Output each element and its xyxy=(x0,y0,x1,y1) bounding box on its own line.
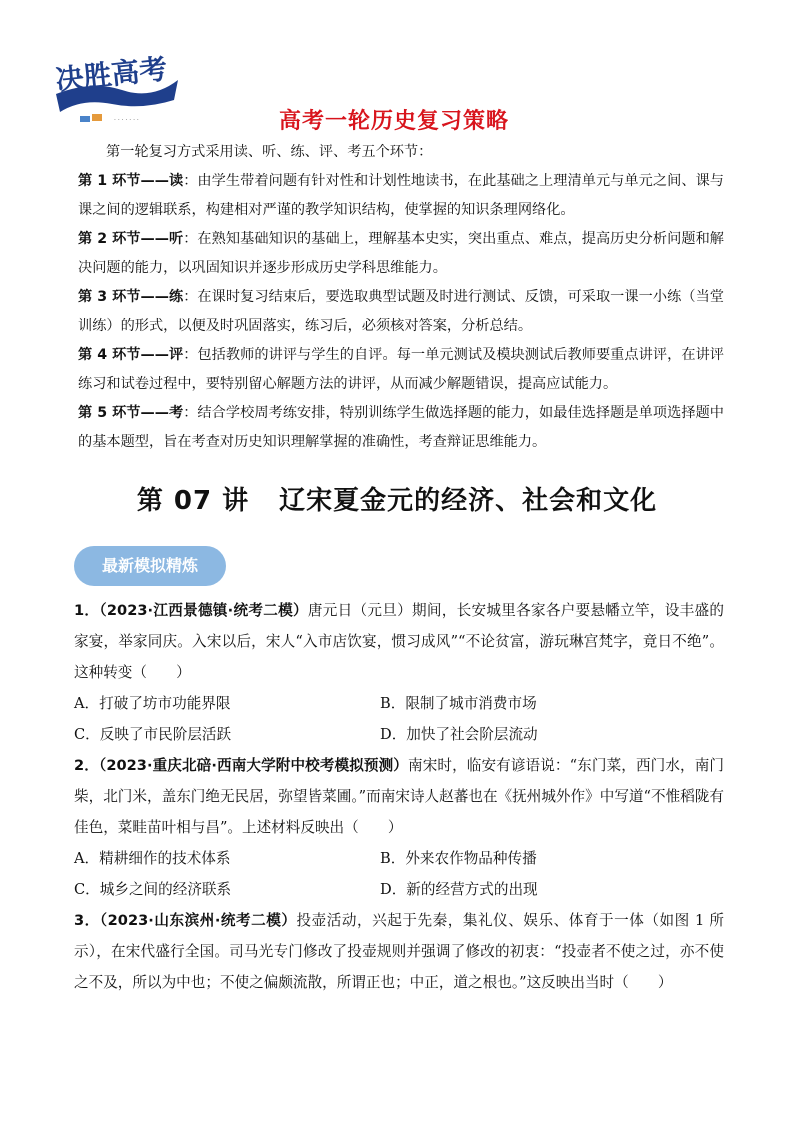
step-label: 第 2 环节——听 xyxy=(78,231,184,247)
answer-option[interactable]: A．精耕细作的技术体系 xyxy=(74,850,231,867)
lecture-name: 辽宋夏金元的经济、社会和文化 xyxy=(279,486,658,516)
question-stem: 南宋时，临安有谚语说：“东门菜，西门水，南门柴，北门米，盖东门绝无民居，弥望皆菜圃。”而南宋诗人赵蕃也在《抚州城外作》中写道“不惟稻陇有佳色，菜畦苗叶相与昌”。上述材料反映出（ ） xyxy=(74,757,725,836)
question-source: （2023·江西景德镇·统考二模） xyxy=(99,602,308,619)
question-source: （2023·山东滨州·统考二模） xyxy=(99,912,297,929)
step-label: 第 5 环节——考 xyxy=(78,405,184,421)
strategy-step xyxy=(78,283,724,341)
question-number: 2． xyxy=(74,757,99,774)
step-text: ：结合学校周考练安排，特别训练学生做选择题的能力，如最佳选择题是单项选择题中的基本题型，旨在考查对历史知识理解掌握的准确性，考查辩证思维能力。 xyxy=(78,405,724,450)
strategy-step xyxy=(78,399,724,457)
page-title: 高考一轮历史复习策略 xyxy=(279,109,510,134)
step-text: ：在熟知基础知识的基础上，理解基本史实，突出重点、难点，提高历史分析问题和解决问题的能力，以巩固知识并逐步形成历史学科思维能力。 xyxy=(78,231,724,276)
answer-option[interactable]: B．外来农作物品种传播 xyxy=(380,850,537,867)
answer-option[interactable]: A．打破了坊市功能界限 xyxy=(74,695,231,712)
lecture-number: 第 07 讲 xyxy=(136,486,250,516)
step-text: ：由学生带着问题有针对性和计划性地读书，在此基础之上理清单元与单元之间、课与课之间的逻辑联系，构建相对严谨的教学知识结构，使掌握的知识条理网络化。 xyxy=(78,173,724,218)
answer-option[interactable]: D．加快了社会阶层流动 xyxy=(380,726,538,743)
strategy-step xyxy=(78,167,724,225)
step-label: 第 3 环节——练 xyxy=(78,289,184,305)
question-item xyxy=(74,905,724,998)
step-label: 第 4 环节——评 xyxy=(78,347,184,363)
question-number: 3． xyxy=(74,912,100,929)
question-item xyxy=(74,595,724,750)
strategy-section xyxy=(78,138,724,457)
answer-option[interactable]: C．反映了市民阶层活跃 xyxy=(74,726,232,743)
strategy-step xyxy=(78,225,724,283)
question-number: 1． xyxy=(74,602,100,619)
strategy-intro: 第一轮复习方式采用读、听、练、评、考五个环节： xyxy=(106,144,433,160)
brand-logo xyxy=(52,50,182,132)
lecture-title xyxy=(0,480,794,517)
question-item xyxy=(74,750,724,905)
question-source: （2023·重庆北碚·西南大学附中校考模拟预测） xyxy=(98,757,409,774)
question-list xyxy=(74,595,724,998)
svg-text:决胜高考: 决胜高考 xyxy=(54,52,169,97)
svg-text:· · · · · · ·: · · · · · · · xyxy=(114,117,139,124)
step-label: 第 1 环节——读 xyxy=(78,173,184,189)
question-stem: 投壶活动，兴起于先秦，集礼仪、娱乐、体育于一体（如图 1 所示），在宋代盛行全国。司马光专门修改了投壶规则并强调了修改的初衷：“投壶者不使之过，亦不使之不及，所以为中也；不使之偏颇流散，所谓正也；中正，道之根也。”这反映出当时（ ） xyxy=(74,912,724,991)
section-badge: 最新模拟精炼 xyxy=(74,546,226,586)
answer-option[interactable]: D．新的经营方式的出现 xyxy=(380,881,538,898)
answer-option[interactable]: B．限制了城市消费市场 xyxy=(380,695,537,712)
answer-option[interactable]: C．城乡之间的经济联系 xyxy=(74,881,232,898)
question-stem: 唐元日（元旦）期间，长安城里各家各户要悬幡立竿，设丰盛的家宴，举家同庆。入宋以后，宋人“入市店饮宴，惯习成风”“不论贫富，游玩琳宫梵字，竟日不绝”。这种转变（ ） xyxy=(74,602,725,681)
step-text: ：在课时复习结束后，要选取典型试题及时进行测试、反馈，可采取一课一小练（当堂训练）的形式，以便及时巩固落实，练习后，必须核对答案，分析总结。 xyxy=(78,289,724,334)
step-text: ：包括教师的讲评与学生的自评。每一单元测试及模块测试后教师要重点讲评，在讲评练习和试卷过程中，要特别留心解题方法的讲评，从而减少解题错误，提高应试能力。 xyxy=(78,347,724,392)
strategy-step xyxy=(78,341,724,399)
